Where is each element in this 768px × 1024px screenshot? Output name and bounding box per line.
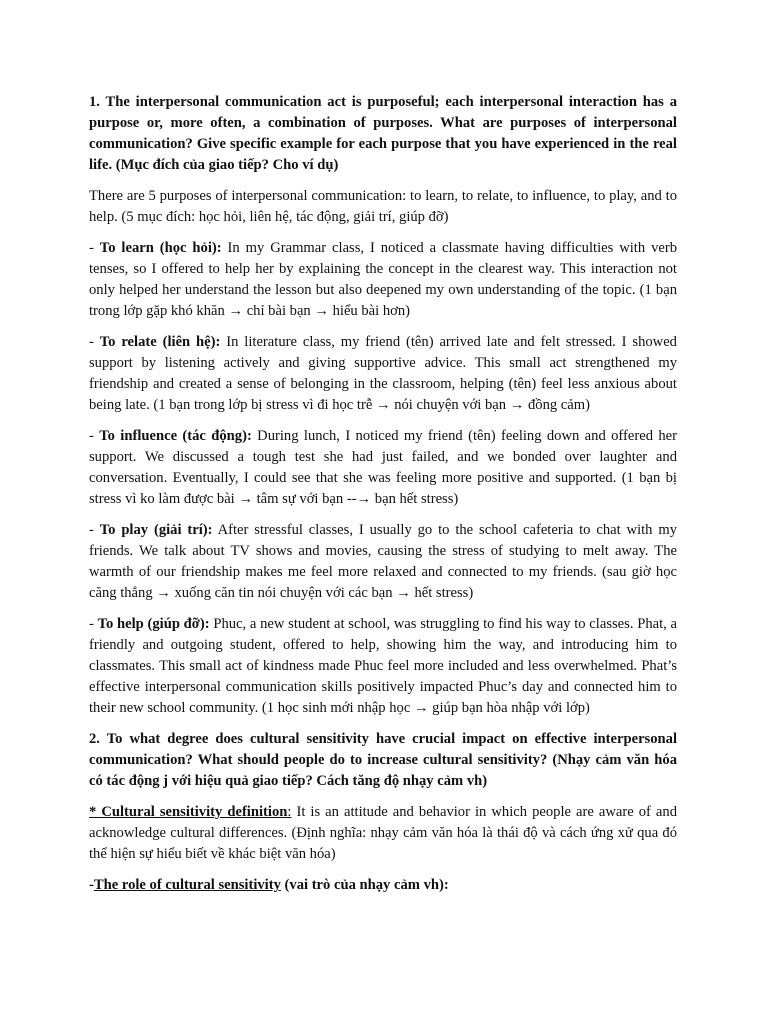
purpose-help-heading: To help (giúp đỡ): [97, 616, 210, 632]
purpose-relate-body: In literature class, my friend (tên) arrived late and felt stressed. I showed support by listening actively and giving supportive advice. This small act strengthened my friendship and created a sense of belonging in the classroom, helping (tên) feel less anxious about being late. (1 bạn trong lớp bị stress vì đi học trễ → nói chuyện với bạn → đồng cảm) [89, 334, 677, 413]
role-prefix: - [89, 877, 94, 893]
purpose-learn-heading: To learn (học hỏi): [99, 240, 222, 256]
purpose-play-body: After stressful classes, I usually go to the school cafeteria to chat with my friends. We talk about TV shows and movies, causing the stress of studying to melt away. The warmth of our friendship makes me feel more relaxed and connected to my friends. (sau giờ học căng thẳng → xuống căn tin nói chuyện với các bạn → hết stress) [89, 522, 678, 601]
purpose-relate: - To relate (liên hệ): In literature class, my friend (tên) arrived late and felt stressed. I showed support by listening actively and giving supportive advice. This small act strengthened my friendship and created a sense of belonging in the classroom, helping (tên) feel less anxious about being late. (1 bạn trong lớp bị stress vì đi học trễ → nói chuyện với bạn → đồng cảm) [89, 334, 677, 413]
purpose-relate-heading: To relate (liên hệ): [99, 334, 221, 350]
question-1: 1. The interpersonal communication act is purposeful; each interpersonal interaction has a purpose or, more often, a combination of purposes. What are purposes of interpersonal communication? Give specific example for each purpose that you have experienced in the real life. (Mục đích của giao tiếp? Cho ví dụ) [89, 94, 677, 173]
role-tail: (vai trò của nhạy cảm vh): [280, 877, 449, 893]
role-heading: The role of cultural sensitivity [93, 877, 281, 893]
purpose-play: - To play (giải trí): After stressful classes, I usually go to the school cafeteria to chat with my friends. We talk about TV shows and movies, causing the stress of studying to melt away. The warmth of our friendship makes me feel more relaxed and connected to my friends. (sau giờ học căng thẳng → xuống căn tin nói chuyện với các bạn → hết stress) [89, 522, 678, 601]
document-page [89, 92, 677, 906]
purpose-help: - To help (giúp đỡ): Phuc, a new student at school, was struggling to find his way to classes. Phat, a friendly and outgoing student, offered to help, showing him the way, and introducing him to classmates. This small act of kindness made Phuc feel more included and less overwhelmed. Phat’s effective interpersonal communication skills positively impacted Phuc’s day and connected him to their new school community. (1 học sinh mới nhập học → giúp bạn hòa nhập với lớp) [89, 616, 678, 716]
purpose-influence-body: During lunch, I noticed my friend (tên) feeling down and offered her support. We discussed a tough test she had just failed, and we bonded over laughter and conversation. Eventually, I could see that she was feeling more positive and supported. (1 bạn bị stress vì ko làm được bài → tâm sự với bạn --→ bạn hết stress) [89, 428, 677, 507]
definition-paragraph [89, 802, 677, 865]
purpose-learn: - To learn (học hỏi): In my Grammar class, I noticed a classmate having difficulties with verb tenses, so I offered to help her by explaining the concept in the clearest way. This interaction not only helped her understand the lesson but also deepened my own understanding of the topic. (1 bạn trong lớp gặp khó khăn → chỉ bài bạn → hiểu bài hơn) [89, 240, 678, 319]
purpose-influence-heading: To influence (tác động): [99, 428, 252, 444]
purpose-learn-body: In my Grammar class, I noticed a classmate having difficulties with verb tenses, so I offered to help her by explaining the concept in the clearest way. This interaction not only helped her understand the lesson but also deepened my own understanding of the topic. (1 bạn trong lớp gặp khó khăn → chỉ bài bạn → hiểu bài hơn) [89, 240, 678, 319]
intro-paragraph: There are 5 purposes of interpersonal communication: to learn, to relate, to influence, to play, and to help. (5 mục đích: học hỏi, liên hệ, tác động, giải trí, giúp đỡ) [89, 188, 677, 225]
purpose-play-heading: To play (giải trí): [99, 522, 213, 538]
purpose-help-body: Phuc, a new student at school, was struggling to find his way to classes. Phat, a friendly and outgoing student, offered to help, showing him the way, and introducing him to classmates. This small act of kindness made Phuc feel more included and less overwhelmed. Phat’s effective interpersonal communication skills positively impacted Phuc’s day and connected him to their new school community. (1 học sinh mới nhập học → giúp bạn hòa nhập với lớp) [89, 616, 678, 716]
question-2: 2. To what degree does cultural sensitivity have crucial impact on effective interpersonal communication? What should people do to increase cultural sensitivity? (Nhạy cảm văn hóa có tác động j với hiệu quả giao tiếp? Cách tăng độ nhạy cảm vh) [89, 731, 677, 789]
purpose-influence: - To influence (tác động): During lunch, I noticed my friend (tên) feeling down and offered her support. We discussed a tough test she had just failed, and we bonded over laughter and conversation. Eventually, I could see that she was feeling more positive and supported. (1 bạn bị stress vì ko làm được bài → tâm sự với bạn --→ bạn hết stress) [89, 428, 677, 507]
definition-colon: : [287, 804, 292, 820]
definition-heading: * Cultural sensitivity definition [89, 804, 288, 820]
definition-body: It is an attitude and behavior in which people are aware of and acknowledge cultural differences. (Định nghĩa: nhạy cảm văn hóa là thái độ và cách ứng xử qua đó thể hiện sự hiểu biết về khác biệt văn hóa) [89, 804, 677, 862]
role-heading-line [89, 875, 677, 896]
